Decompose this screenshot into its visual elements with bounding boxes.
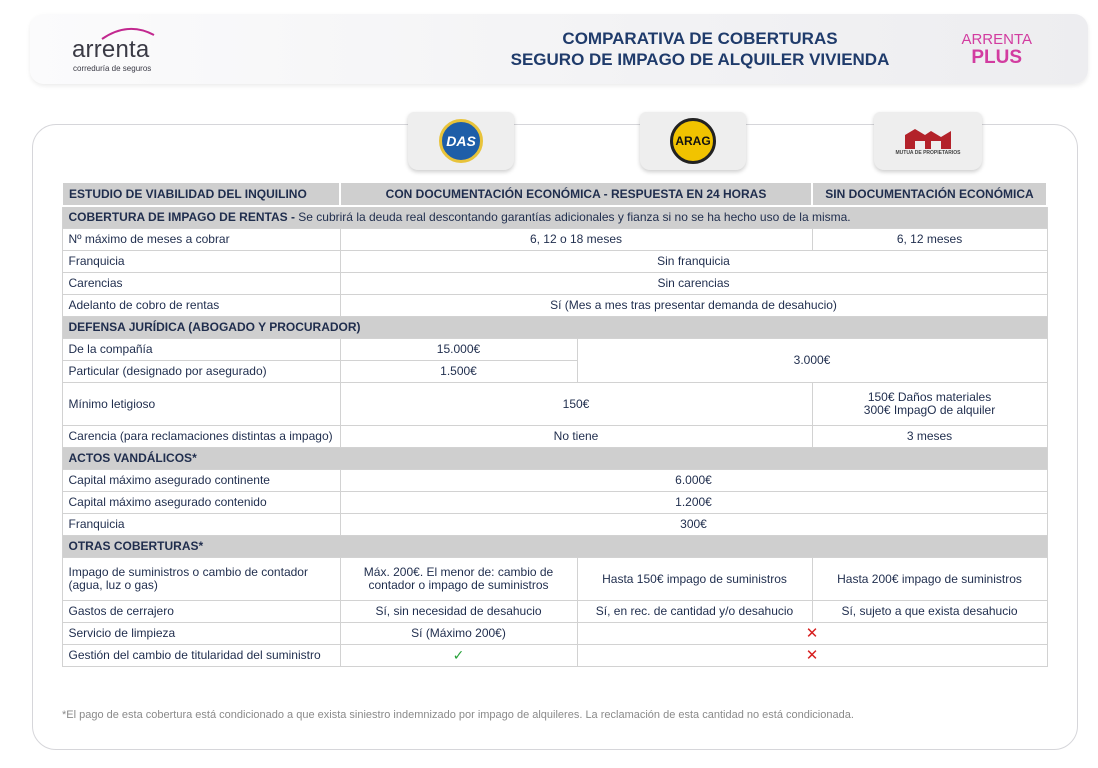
cell-value: 300€ [340,514,1047,536]
table-header-row [62,182,1047,206]
row-label: De la compañía [62,339,340,361]
cell-value: 6.000€ [340,470,1047,492]
arrenta-plus-brand [961,31,1032,67]
table-row [62,492,1047,514]
check-icon: ✓ [452,646,465,663]
cell-value [812,383,1047,426]
coverage-table [61,181,1048,667]
plus-line-1: ARRENTA [961,31,1032,48]
row-label: Carencias [62,273,340,295]
row-label: Capital máximo asegurado contenido [62,492,340,514]
cell-value: Sí, en rec. de cantidad y/o desahucio [577,601,812,623]
table-row [62,295,1047,317]
cell-value: 6, 12 meses [812,229,1047,251]
section-vandalicos [62,448,1047,470]
cell-value: Hasta 200€ impago de suministros [812,558,1047,601]
section-defensa-title: DEFENSA JURÍDICA (ABOGADO Y PROCURADOR) [62,317,1047,339]
section-rentas-title: COBERTURA DE IMPAGO DE RENTAS - [68,210,295,224]
table-row [62,383,1047,426]
section-otras [62,536,1047,558]
row-label: Impago de suministros o cambio de contador (agua, luz o gas) [62,558,340,601]
cell-value: 15.000€ [340,339,577,361]
row-label: Adelanto de cobro de rentas [62,295,340,317]
cell-value: 1.500€ [340,361,577,383]
cell-value: Sí, sujeto a que exista desahucio [812,601,1047,623]
table-row [62,558,1047,601]
table-row [62,623,1047,645]
row-label: Gastos de cerrajero [62,601,340,623]
cross-icon: ✕ [805,624,819,642]
section-rentas-desc: Se cubrirá la deuda real descontando garantías adicionales y fianza si no se ha hecho uso de la misma. [294,210,851,224]
page-title [470,28,930,70]
cross-icon: ✕ [805,646,819,664]
cell-value: Sin franquicia [340,251,1047,273]
footnote: *El pago de esta cobertura está condicionado a que exista siniestro indemnizado por impago de alquileres. La reclamación de esta cantidad no está condicionada. [62,709,854,721]
cell-value: Sí (Máximo 200€) [340,623,577,645]
cell-value: 3 meses [812,426,1047,448]
header-con-documentacion: CON DOCUMENTACIÓN ECONÓMICA - RESPUESTA EN 24 HORAS [340,182,812,206]
row-label: Gestión del cambio de titularidad del suministro [62,645,340,667]
cell-value [577,623,1047,645]
mutua-building-icon [903,127,953,149]
cell-value: Hasta 150€ impago de suministros [577,558,812,601]
cell-value: No tiene [340,426,812,448]
das-tab [408,112,514,170]
table-row [62,645,1047,667]
section-otras-title: OTRAS COBERTURAS* [62,536,1047,558]
header-viabilidad: ESTUDIO DE VIABILIDAD DEL INQUILINO [62,182,340,206]
section-defensa [62,317,1047,339]
row-label: Franquicia [62,514,340,536]
table-row [62,426,1047,448]
table-row [62,273,1047,295]
minimo-line-1: 150€ Daños materiales [867,390,992,404]
row-label: Franquicia [62,251,340,273]
cell-value: Sin carencias [340,273,1047,295]
arag-tab [640,112,746,170]
cell-value: 6, 12 o 18 meses [340,229,812,251]
section-vandalicos-title: ACTOS VANDÁLICOS* [62,448,1047,470]
page-header [30,14,1088,84]
table-row [62,601,1047,623]
title-line-2: SEGURO DE IMPAGO DE ALQUILER VIVIENDA [510,50,890,69]
table-row [62,229,1047,251]
cell-value: 1.200€ [340,492,1047,514]
cell-value: 3.000€ [577,339,1047,383]
arrenta-logo [72,28,172,72]
row-label: Particular (designado por asegurado) [62,361,340,383]
mutua-tab [874,112,982,170]
table-row [62,251,1047,273]
arag-logo: ARAG [670,118,716,164]
table-row [62,470,1047,492]
logo-name: arrenta [72,36,150,63]
plus-line-2: PLUS [971,47,1023,68]
table-row [62,514,1047,536]
cell-value: Máx. 200€. El menor de: cambio de contador o impago de suministros [340,558,577,601]
row-label: Mínimo letigioso [62,383,340,426]
mutua-name: MUTUA DE PROPIETARIOS [895,149,961,156]
table-row [62,339,1047,361]
logo-subtitle: correduría de seguros [73,64,152,73]
cell-value [340,645,577,667]
cell-value: Sí, sin necesidad de desahucio [340,601,577,623]
row-label: Capital máximo asegurado continente [62,470,340,492]
row-label: Nº máximo de meses a cobrar [62,229,340,251]
cell-value: Sí (Mes a mes tras presentar demanda de desahucio) [340,295,1047,317]
row-label: Carencia (para reclamaciones distintas a impago) [62,426,340,448]
cell-value [577,645,1047,667]
section-rentas [62,206,1047,229]
title-line-1: COMPARATIVA DE COBERTURAS [562,29,838,48]
header-sin-documentacion: SIN DOCUMENTACIÓN ECONÓMICA [812,182,1047,206]
das-logo: DAS [439,119,483,163]
cell-value: 150€ [340,383,812,426]
row-label: Servicio de limpieza [62,623,340,645]
minimo-line-2: 300€ ImpagO de alquiler [863,403,996,417]
